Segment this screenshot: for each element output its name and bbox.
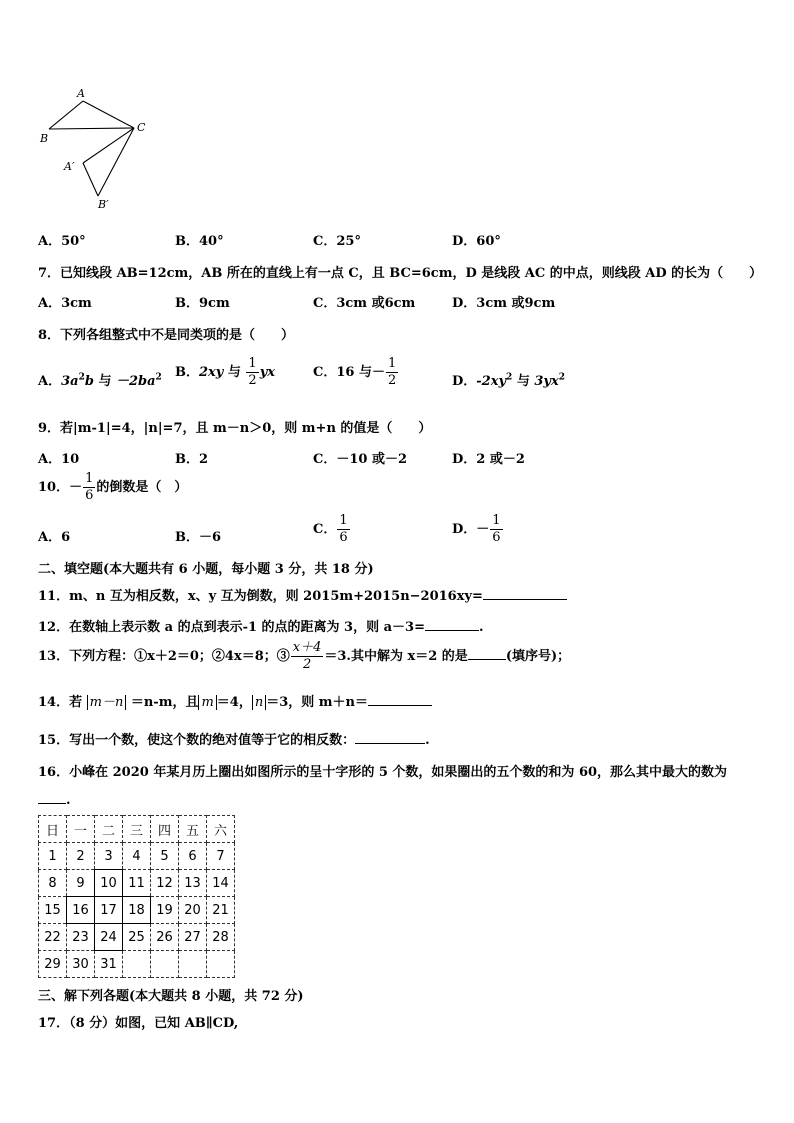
q12-text-body: 12．在数轴上表示数 a 的点到表示-1 的点的距离为 3，则 a－3= [38, 620, 425, 635]
calendar-header-row [39, 816, 235, 843]
q7-option-c: C．3cm 或6cm [313, 296, 416, 311]
q8-a-expr1-sup: 2 [78, 372, 85, 383]
q10-frac-den: 6 [85, 488, 94, 503]
calendar-cell: 22 [39, 924, 67, 951]
q8-b-frac-num: 1 [248, 356, 257, 371]
calendar-cell: 30 [67, 951, 95, 978]
q10-option-a: A．6 [38, 530, 71, 545]
q13-text [38, 641, 570, 672]
calendar-cell: 11 [123, 870, 151, 897]
q15-end: . [425, 733, 430, 748]
q8-c-label: C． [313, 365, 337, 380]
q8-a-expr1: 3a [61, 374, 79, 389]
segment-a-prime-c [83, 128, 134, 163]
calendar-row [39, 951, 235, 978]
q13-suffix: ＝3.其中解为 x＝2 的是 [324, 649, 468, 664]
calendar-row [39, 843, 235, 870]
q7-option-a: A．3cm [38, 296, 92, 311]
calendar-cell: 2 [67, 843, 95, 870]
q14-prefix: 14．若 [38, 695, 83, 710]
q8-d-label: D． [452, 374, 477, 389]
calendar-cell: 8 [39, 870, 67, 897]
calendar-row [39, 870, 235, 897]
q8-a-expr2-sup: 2 [155, 372, 162, 383]
calendar-cell-circled: 24 [95, 924, 123, 951]
q10-d-label: D．－ [452, 522, 490, 537]
calendar-cell: 9 [67, 870, 95, 897]
calendar-cell: 7 [207, 843, 235, 870]
label-a-prime: A′ [64, 160, 75, 173]
segment-ac [83, 101, 134, 128]
q12-answer-blank[interactable] [425, 618, 479, 631]
q8-option-c [313, 357, 399, 388]
q10-c-frac-den: 6 [339, 530, 348, 545]
calendar-table [38, 815, 235, 978]
q11-answer-blank[interactable] [483, 587, 567, 600]
q6-option-d: D．60° [452, 234, 501, 249]
q7-text: 7．已知线段 AB=12cm，AB 所在的直线上有一点 C，且 BC=6cm，D 是线段 AC 的中点，则线段 AD 的长为（ ） [38, 266, 763, 281]
calendar-cell: 15 [39, 897, 67, 924]
calendar-header-cell: 二 [95, 816, 123, 843]
q10-frac-num: 1 [85, 471, 94, 486]
label-b: B [40, 132, 49, 145]
calendar-cell: 1 [39, 843, 67, 870]
q10-c-fraction [337, 514, 349, 545]
q10-text [38, 472, 187, 503]
calendar-cell: 12 [151, 870, 179, 897]
q8-c-frac-den: 2 [387, 373, 397, 388]
q14-mid2: ＝4， [216, 695, 252, 710]
q8-c-text: 16 与－ [336, 365, 385, 380]
q17-text: 17．（8 分）如图，已知 AB∥CD, [38, 1016, 239, 1031]
q13-frac-num: x＋4 [292, 640, 322, 655]
q8-d-expr2-sup: 2 [558, 372, 565, 383]
q14-abs-n: n [252, 695, 266, 710]
q10-c-label: C． [313, 522, 337, 537]
calendar-header-cell: 三 [123, 816, 151, 843]
q8-b-mid: 与 [223, 365, 246, 380]
section3-title: 三、解下列各题(本大题共 8 小题，共 72 分) [38, 989, 304, 1004]
q8-option-b [175, 357, 275, 388]
calendar-cell: 25 [123, 924, 151, 951]
calendar-cell [207, 951, 235, 978]
q8-c-fraction [386, 357, 398, 388]
q6-option-a: A．50° [38, 234, 86, 249]
q8-b-label: B． [175, 365, 199, 380]
q10-prefix: 10．－ [38, 480, 83, 495]
calendar-header-cell: 六 [207, 816, 235, 843]
calendar-row [39, 924, 235, 951]
calendar-cell [123, 951, 151, 978]
segment-ba [49, 101, 83, 129]
q14-answer-blank[interactable] [368, 693, 432, 706]
segment-a-prime-b-prime [83, 163, 98, 196]
calendar-cell: 31 [95, 951, 123, 978]
calendar-row [39, 897, 235, 924]
q10-option-d [452, 514, 504, 545]
q9-option-a: A．10 [38, 452, 80, 467]
q8-d-mid: 与 [512, 374, 535, 389]
q6-option-b: B．40° [175, 234, 224, 249]
q8-b-expr1: 2xy [199, 365, 224, 380]
q10-d-frac-num: 1 [492, 513, 501, 528]
q9-option-c: C．－10 或－2 [313, 452, 408, 467]
q8-option-a [38, 370, 162, 389]
q16-text: 16．小峰在 2020 年某月历上圈出如图所示的呈十字形的 5 个数，如果圈出的五个数的和为 60，那么其中最大的数为 [38, 765, 728, 780]
q8-d-expr1: -2xy [476, 374, 507, 389]
q16-end: . [66, 793, 71, 808]
q8-d-expr1-sup: 2 [506, 372, 513, 383]
q14-mid1: ＝n-m，且 [130, 695, 199, 710]
q14-abs-m-minus-n: m－n [87, 695, 127, 710]
calendar-cell: 14 [207, 870, 235, 897]
q12-text [38, 616, 484, 635]
q7-option-d: D．3cm 或9cm [452, 296, 556, 311]
section2-title: 二、填空题(本大题共有 6 小题，每小题 3 分，共 18 分) [38, 562, 374, 577]
label-b-prime: B′ [98, 198, 109, 211]
calendar-cell [151, 951, 179, 978]
q9-option-d: D．2 或－2 [452, 452, 525, 467]
calendar-cell: 3 [95, 843, 123, 870]
calendar-cell: 17 [95, 897, 123, 924]
calendar-cell: 5 [151, 843, 179, 870]
segment-b-prime-c [98, 128, 134, 196]
q8-b-fraction [246, 357, 258, 388]
label-c: C [137, 121, 146, 134]
q10-d-frac-den: 6 [492, 530, 501, 545]
q8-option-d [452, 370, 565, 389]
calendar-cell: 19 [151, 897, 179, 924]
calendar-cell: 28 [207, 924, 235, 951]
q13-frac-den: 2 [302, 657, 312, 672]
calendar-header-cell: 日 [39, 816, 67, 843]
q8-b-tail: yx [259, 365, 276, 380]
q8-c-frac-num: 1 [387, 356, 397, 371]
calendar-cell: 20 [179, 897, 207, 924]
q10-suffix: 的倒数是（ ） [96, 480, 188, 495]
q8-a-mid: 与 [93, 374, 116, 389]
q14-mid3: ＝3，则 m＋n＝ [266, 695, 368, 710]
q15-answer-blank[interactable] [355, 731, 425, 744]
q13-end: (填序号)； [505, 649, 571, 664]
q10-fraction [83, 472, 95, 503]
calendar-cell: 4 [123, 843, 151, 870]
label-a: A [77, 87, 85, 100]
q10-option-b: B．－6 [175, 530, 222, 545]
calendar-header-cell: 一 [67, 816, 95, 843]
calendar-cell: 21 [207, 897, 235, 924]
calendar-header-cell: 四 [151, 816, 179, 843]
q7-option-b: B．9cm [175, 296, 230, 311]
q12-end: . [479, 620, 484, 635]
q8-a-label: A． [38, 374, 62, 389]
calendar-cell: 27 [179, 924, 207, 951]
calendar-cell-circled: 10 [95, 870, 123, 897]
q9-option-b: B．2 [175, 452, 209, 467]
calendar-cell-circled: 18 [123, 897, 151, 924]
q13-prefix: 13．下列方程：①x＋2＝0；②4x＝8；③ [38, 649, 290, 664]
calendar-cell-circled: 16 [67, 897, 95, 924]
calendar-cell [179, 951, 207, 978]
q8-a-expr1-tail: b [84, 374, 94, 389]
q8-text: 8．下列各组整式中不是同类项的是（ ） [38, 328, 295, 343]
q9-text: 9．若|m-1|=4，|n|=7，且 m－n＞0，则 m+n 的值是（ ） [38, 421, 432, 436]
q15-text [38, 729, 430, 748]
q8-a-expr2: －2ba [115, 374, 156, 389]
q6-option-c: C．25° [313, 234, 361, 249]
calendar-cell: 13 [179, 870, 207, 897]
q10-option-c [313, 514, 351, 545]
q8-b-frac-den: 2 [248, 373, 257, 388]
calendar-cell: 29 [39, 951, 67, 978]
calendar-header-cell: 五 [179, 816, 207, 843]
q10-d-fraction [490, 514, 502, 545]
q15-text-body: 15．写出一个数，使这个数的绝对值等于它的相反数： [38, 733, 356, 748]
q14-text [38, 691, 432, 710]
segment-bc [49, 128, 134, 129]
q13-fraction [291, 641, 324, 672]
calendar-cell: 6 [179, 843, 207, 870]
q8-d-expr2: 3yx [534, 374, 559, 389]
q16-answer-line [38, 791, 71, 808]
q13-answer-blank[interactable] [468, 647, 506, 660]
q11-text-body: 11．m、n 互为相反数，x、y 互为倒数，则 2015m+2015n−2016xy= [38, 589, 483, 604]
q10-c-frac-num: 1 [339, 513, 348, 528]
calendar-cell: 23 [67, 924, 95, 951]
q14-abs-m: m [198, 695, 216, 710]
q16-answer-blank[interactable] [38, 791, 66, 804]
q11-text [38, 585, 567, 604]
triangle-figure [36, 86, 156, 214]
calendar-cell: 26 [151, 924, 179, 951]
